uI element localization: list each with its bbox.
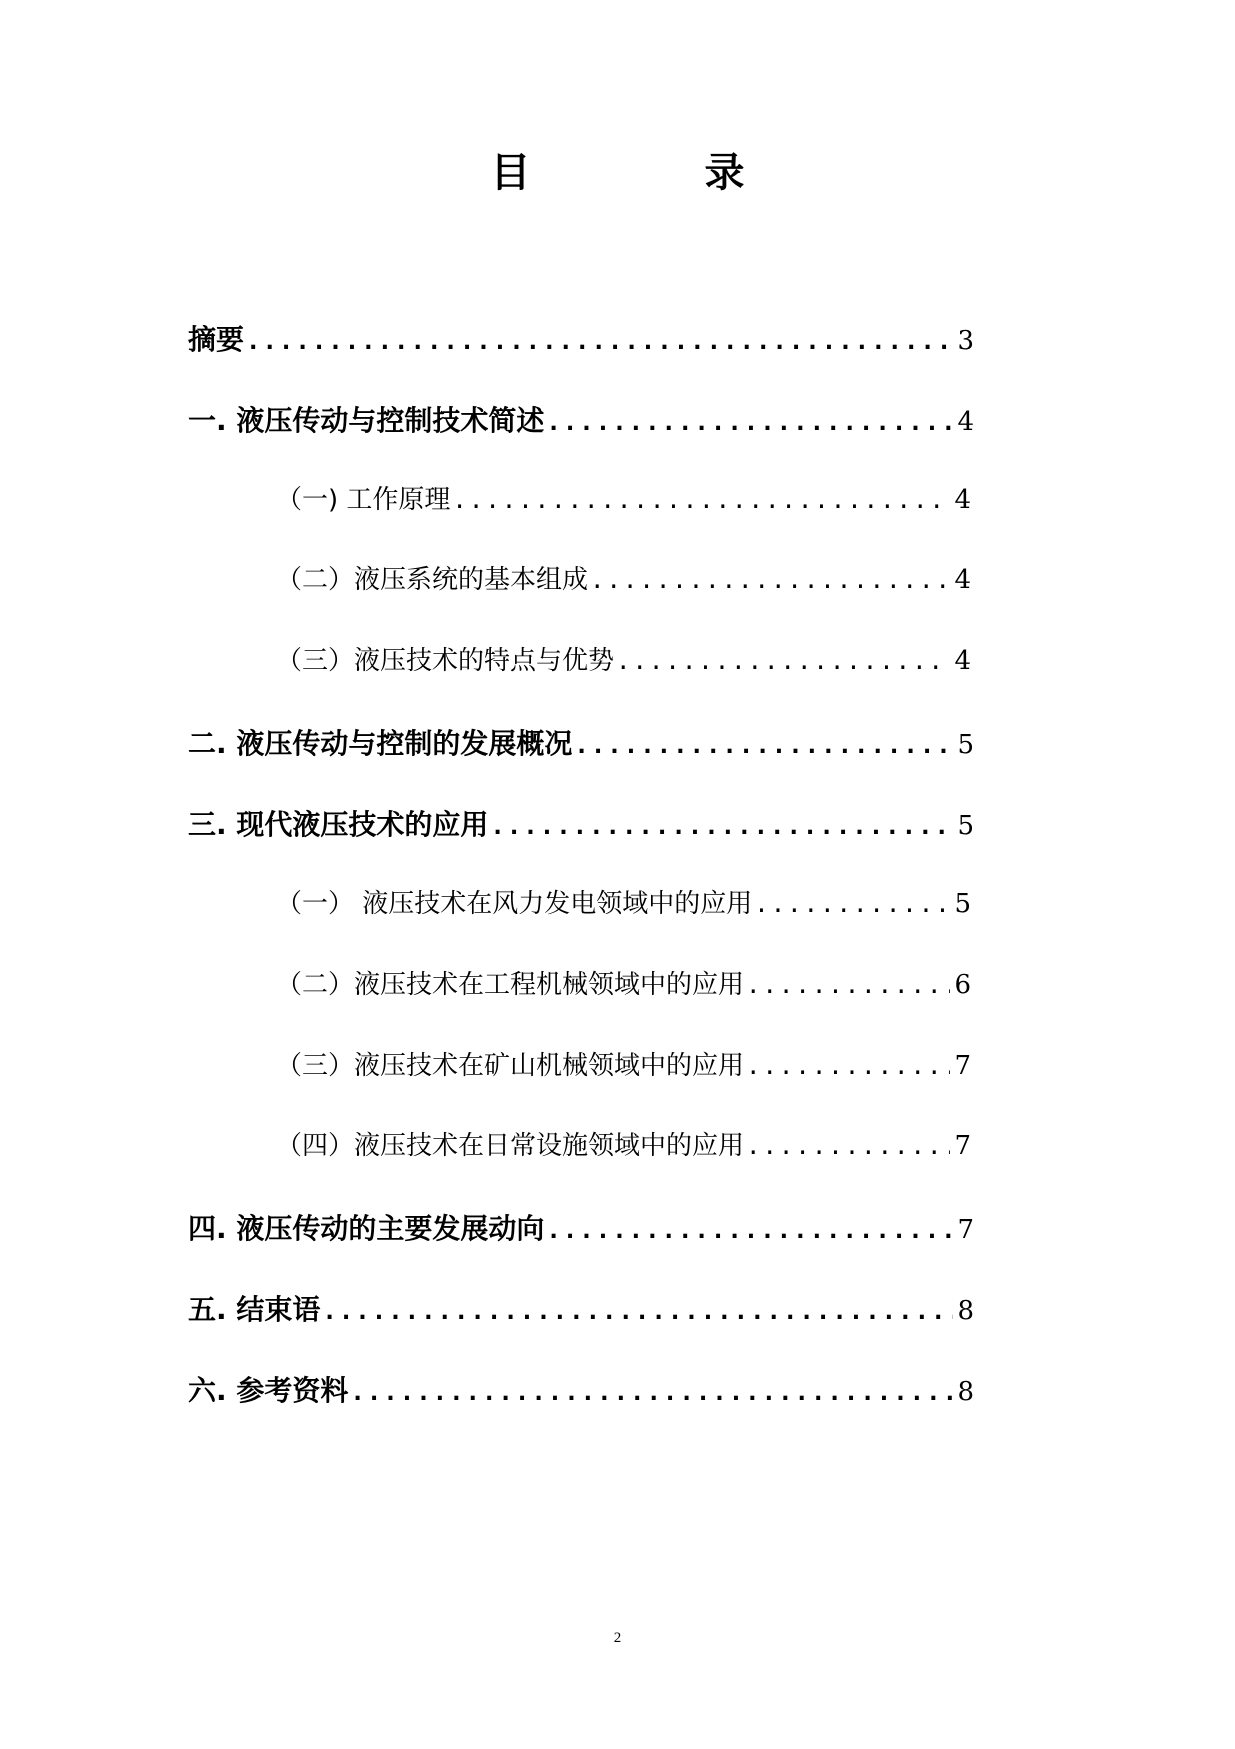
toc-entry-section-3[interactable] — [188, 803, 974, 843]
toc-dot-leader — [746, 971, 950, 999]
toc-entry-label: 六. 参考资料 — [188, 1374, 349, 1407]
toc-entry-page: 8 — [957, 1377, 974, 1407]
toc-entry-page: 7 — [957, 1215, 974, 1245]
toc-entry-label: 五. 结束语 — [188, 1293, 321, 1326]
toc-entry-label: 四. 液压传动的主要发展动向 — [188, 1212, 545, 1245]
toc-entry-label: （一） 液压技术在风力发电领域中的应用 — [276, 889, 753, 919]
toc-dot-leader — [574, 731, 953, 759]
toc-entry-page: 4 — [954, 565, 971, 595]
toc-dot-leader — [452, 486, 950, 514]
toc-entry-section-3-4[interactable] — [276, 1125, 971, 1165]
toc-dot-leader — [546, 1216, 953, 1244]
toc-entry-section-3-2[interactable] — [276, 964, 971, 1004]
toc-dot-leader — [322, 1297, 953, 1325]
toc-entry-section-5[interactable] — [188, 1288, 974, 1328]
toc-entry-section-1[interactable] — [188, 399, 974, 439]
toc-entry-label: 一. 液压传动与控制技术简述 — [188, 404, 545, 437]
toc-dot-leader — [746, 1052, 950, 1080]
toc-entry-page: 4 — [954, 646, 971, 676]
page-title: 目 录 — [490, 150, 825, 196]
toc-entry-page: 7 — [954, 1131, 971, 1161]
toc-entry-label: （四）液压技术在日常设施领域中的应用 — [276, 1131, 745, 1161]
toc-entry-page: 3 — [957, 326, 974, 356]
toc-entry-label: （三）液压技术在矿山机械领域中的应用 — [276, 1051, 745, 1081]
toc-entry-page: 6 — [954, 970, 971, 1000]
toc-dot-leader — [590, 566, 950, 594]
toc-entry-label: （二）液压技术在工程机械领域中的应用 — [276, 970, 745, 1000]
toc-entry-label: （一) 工作原理 — [276, 485, 451, 515]
page-number: 2 — [613, 1630, 622, 1646]
toc-entry-page: 7 — [954, 1051, 971, 1081]
toc-dot-leader — [754, 890, 950, 918]
toc-entry-section-4[interactable] — [188, 1207, 974, 1247]
toc-entry-abstract[interactable] — [188, 318, 974, 358]
toc-entry-page: 4 — [954, 485, 971, 515]
toc-entry-section-3-1[interactable] — [276, 883, 971, 923]
toc-entry-page: 5 — [954, 889, 971, 919]
toc-entry-page: 5 — [957, 730, 974, 760]
toc-entry-page: 4 — [957, 407, 974, 437]
toc-entry-label: 二. 液压传动与控制的发展概况 — [188, 727, 573, 760]
toc-entry-section-1-1[interactable] — [276, 479, 971, 519]
toc-entry-section-6[interactable] — [188, 1369, 974, 1409]
toc-entry-section-1-2[interactable] — [276, 559, 971, 599]
toc-entry-section-3-3[interactable] — [276, 1045, 971, 1085]
toc-dot-leader — [546, 408, 953, 436]
toc-entry-section-1-3[interactable] — [276, 640, 971, 680]
toc-entry-label: （三）液压技术的特点与优势 — [276, 646, 615, 676]
toc-entry-page: 5 — [957, 811, 974, 841]
toc-entry-label: 摘要 — [188, 323, 245, 356]
toc-dot-leader — [490, 812, 953, 840]
toc-dot-leader — [350, 1378, 953, 1406]
toc-entry-page: 8 — [957, 1296, 974, 1326]
toc-entry-section-2[interactable] — [188, 722, 974, 762]
toc-entry-label: 三. 现代液压技术的应用 — [188, 808, 489, 841]
toc-entry-label: （二）液压系统的基本组成 — [276, 565, 589, 595]
toc-dot-leader — [246, 327, 953, 355]
toc-dot-leader — [746, 1132, 950, 1160]
toc-dot-leader — [616, 647, 950, 675]
